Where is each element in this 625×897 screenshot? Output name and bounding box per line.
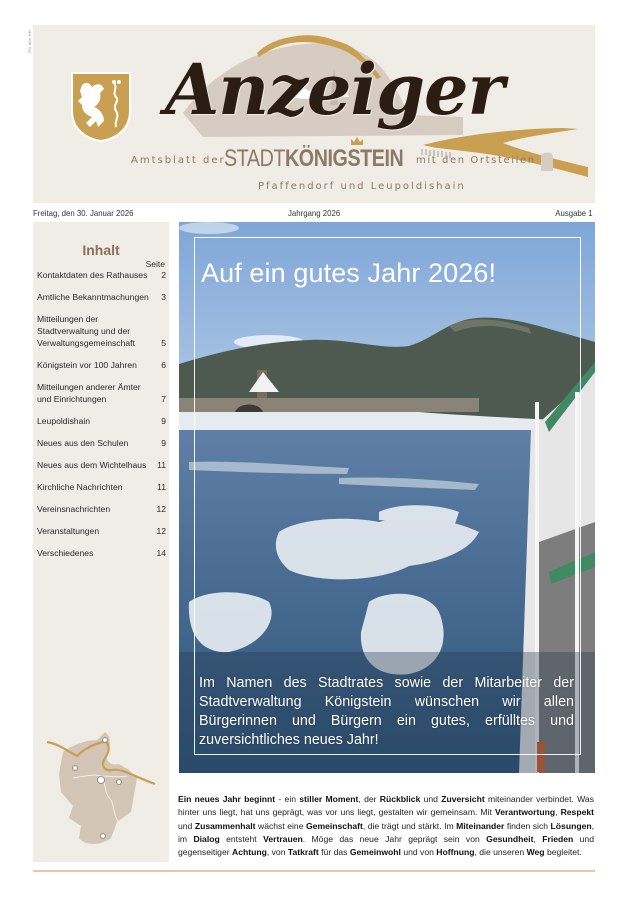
- toc-item[interactable]: [37, 437, 166, 449]
- toc-item-page: 11: [157, 460, 166, 470]
- subtitle-districts: Pfaffendorf und Leupoldishain: [258, 181, 466, 192]
- footer-divider: [33, 870, 595, 872]
- toc-item-page: 12: [156, 526, 166, 536]
- article-bold: Gemeinwohl: [349, 847, 401, 858]
- subtitle-right: mit den Ortsteilen: [416, 155, 536, 166]
- article-text: , der: [358, 794, 380, 804]
- masthead: [33, 25, 595, 203]
- issue-info-bar: [33, 208, 595, 220]
- toc-item-page: 6: [161, 360, 166, 370]
- article-bold: Hoffnung: [436, 847, 475, 858]
- article-text: für das: [318, 847, 350, 858]
- toc-item-page: 3: [161, 292, 166, 302]
- article-bold: Zusammenhalt: [194, 820, 256, 831]
- cover-photo: [179, 222, 595, 773]
- article-bold: Rückblick: [379, 794, 421, 804]
- article-bold: Vertrauen: [263, 833, 303, 844]
- toc-item-label: Mitteilungen der Stadtverwaltung und der Verwaltungsgemeinschaft: [37, 314, 135, 348]
- article-bold: Tatkraft: [287, 847, 319, 858]
- article-text: und von: [400, 847, 437, 858]
- toc-item-page: 7: [161, 394, 166, 404]
- photo-headline: Auf ein gutes Jahr 2026!: [201, 258, 497, 288]
- toc-item-page: 5: [161, 338, 166, 348]
- article-text: entsteht: [219, 833, 264, 844]
- article-text: wächst eine: [255, 820, 306, 831]
- toc-item[interactable]: [37, 291, 166, 303]
- toc-item-label: Verschiedenes: [37, 548, 94, 558]
- toc-item[interactable]: [37, 381, 166, 405]
- print-code: PN alle HH: [27, 30, 32, 53]
- toc-item-page: 9: [161, 416, 166, 426]
- town-name: [224, 145, 403, 173]
- toc-item-label: Mitteilungen anderer Ämter und Einrichtungen: [37, 382, 141, 404]
- toc-item-label: Kontaktdaten des Rathauses: [37, 270, 148, 280]
- toc-list: [37, 269, 166, 569]
- issue-number: Ausgabe 1: [555, 208, 593, 218]
- toc-item-label: Neues aus den Schulen: [37, 438, 129, 448]
- toc-item[interactable]: [37, 313, 166, 349]
- article-bold: Respekt: [560, 807, 594, 818]
- toc-item-label: Kirchliche Nachrichten: [37, 482, 123, 492]
- article-text: ,: [533, 833, 543, 844]
- article-bold: Gemeinschaft: [305, 820, 363, 831]
- toc-item[interactable]: [37, 547, 166, 559]
- toc-item-page: 12: [156, 504, 166, 514]
- toc-item-label: Leupoldishain: [37, 416, 91, 426]
- toc-item[interactable]: [37, 503, 166, 515]
- article-bold: Ein neues Jahr beginnt: [178, 794, 276, 804]
- article-text: miteinander verbindet. Was hinter uns liegt, hat uns geprägt, was vor uns liegt, gestalten wir gemeinsam. Mit: [178, 794, 594, 818]
- toc-item-page: 14: [156, 548, 166, 558]
- article-bold: Frieden: [542, 833, 574, 844]
- municipality-map-icon: [41, 722, 163, 857]
- toc-item[interactable]: [37, 459, 166, 471]
- issue-volume: Jahrgang 2026: [288, 208, 341, 218]
- article-text: begleitet.: [544, 847, 582, 858]
- article-text: und: [420, 794, 442, 804]
- toc-item-label: Neues aus dem Wichtelhaus: [37, 460, 147, 470]
- article-text: , im: [178, 820, 594, 844]
- article-text: und: [178, 820, 195, 831]
- article-text: - ein: [275, 794, 300, 804]
- article-text: , die trägt und stärkt. Im: [362, 820, 457, 831]
- article-bold: Achtung: [232, 847, 267, 858]
- toc-item[interactable]: [37, 415, 166, 427]
- toc-item-page: 9: [161, 438, 166, 448]
- toc-item-page: 2: [161, 270, 166, 280]
- subtitle-left: Amtsblatt der: [131, 155, 226, 166]
- masthead-subtitle: [33, 143, 595, 192]
- article-bold: Weg: [526, 847, 545, 858]
- toc-item[interactable]: [37, 269, 166, 281]
- toc-item-label: Amtliche Bekanntmachungen: [37, 292, 149, 302]
- article-bold: Verantwortung: [494, 807, 556, 818]
- article-text: ,: [555, 807, 561, 818]
- article-bold: Miteinander: [456, 820, 505, 831]
- toc-item[interactable]: [37, 481, 166, 493]
- article-text: finden sich: [504, 820, 551, 831]
- article-bold: Zuversicht: [441, 794, 485, 804]
- toc-item[interactable]: [37, 359, 166, 371]
- intro-article: [178, 793, 594, 859]
- newspaper-title: Anzeiger: [165, 48, 504, 131]
- toc-item[interactable]: [37, 525, 166, 537]
- photo-caption: Im Namen des Stadtrates sowie der Mitarbeiter der Stadtverwaltung Königstein wünschen wir allen Bürgerinnen und Bürgern ein gutes, erfülltes und zuversichtliches neues Jahr!: [199, 675, 574, 748]
- toc-item-label: Vereinsnachrichten: [37, 504, 111, 514]
- toc-item-label: Veranstaltungen: [37, 526, 100, 536]
- toc-item-label: Königstein vor 100 Jahren: [37, 360, 137, 370]
- article-text: , von: [266, 847, 288, 858]
- article-text: , die unseren: [474, 847, 527, 858]
- town-label: KÖNIGSTEIN: [285, 145, 404, 172]
- article-bold: stiller Moment: [299, 794, 359, 804]
- article-bold: Dialog: [193, 833, 220, 844]
- stadt-label: STADT: [224, 145, 286, 172]
- toc-title: Inhalt: [82, 242, 120, 258]
- toc-item-page: 11: [157, 482, 166, 492]
- coat-of-arms-icon: [70, 71, 132, 143]
- article-bold: Gesundheit: [486, 833, 534, 844]
- article-text: . Möge das neue Jahr geprägt sein von: [302, 833, 487, 844]
- table-of-contents: [33, 222, 169, 862]
- issue-date: Freitag, den 30. Januar 2026: [33, 208, 134, 218]
- toc-page-header: Seite: [145, 259, 165, 269]
- article-text: und gegenseitiger: [178, 833, 594, 858]
- article-bold: Lösungen: [550, 820, 592, 831]
